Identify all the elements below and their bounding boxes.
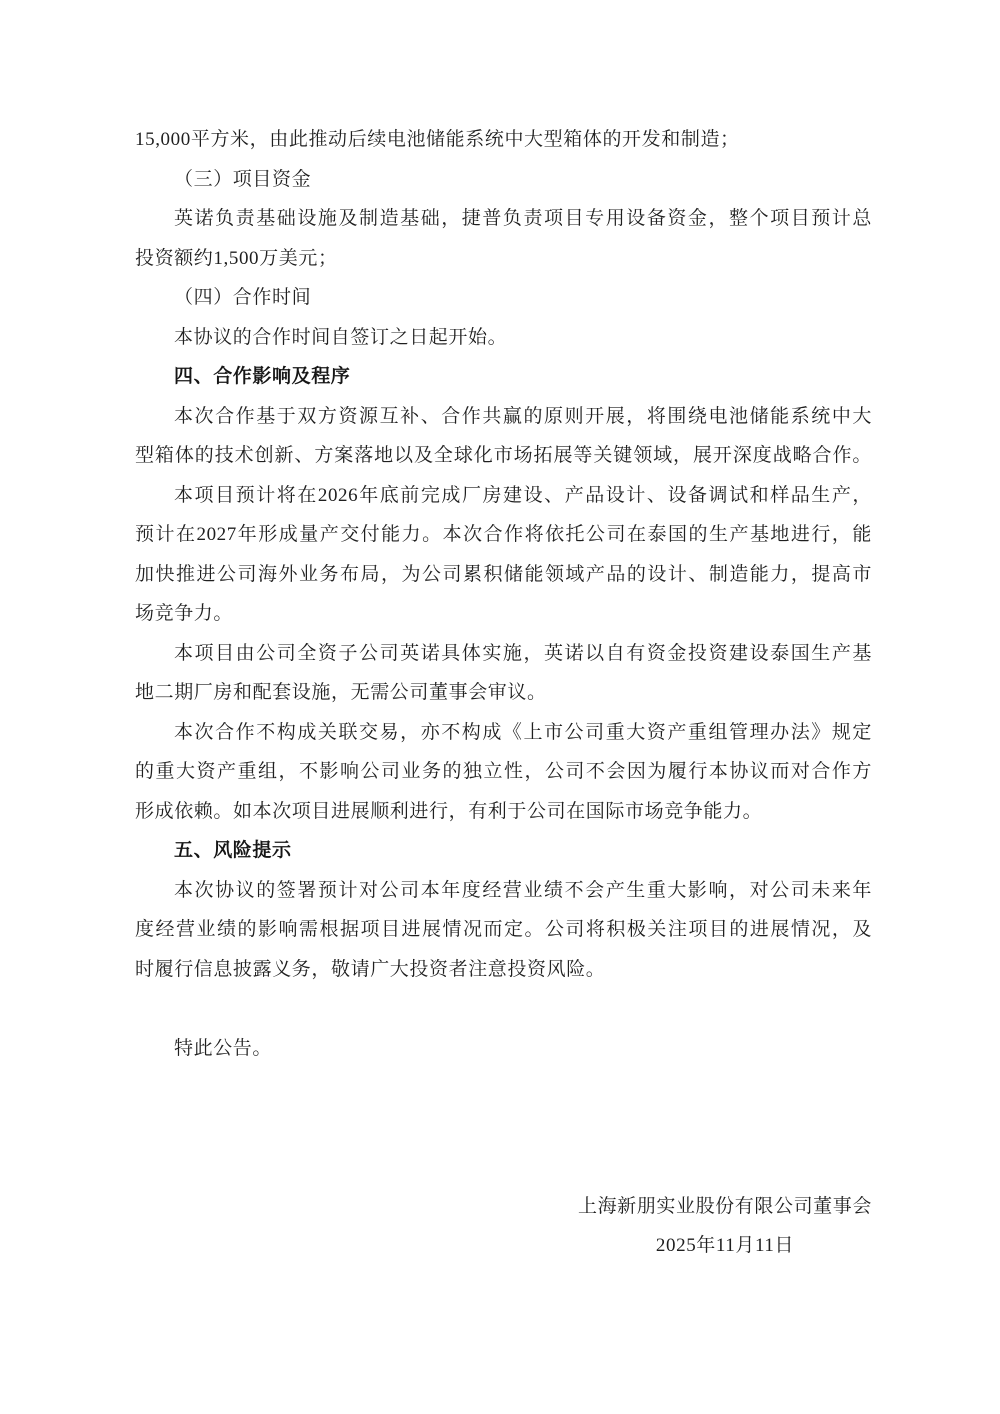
body-line: 投资额约1,500万美元； (135, 247, 338, 269)
closing-statement: 特此公告。 (174, 1038, 273, 1059)
signature-date: 2025年11月11日 (655, 1235, 795, 1256)
body-line: 的重大资产重组，不影响公司业务的独立性，公司不会因为履行本协议而对合作方 (135, 761, 872, 782)
body-line: 英诺负责基础设施及制造基础，捷普负责项目专用设备资金，整个项目预计总 (174, 208, 872, 229)
section-heading-5: 五、风险提示 (174, 840, 292, 861)
signature-block (578, 1187, 872, 1266)
body-line: 加快推进公司海外业务布局，为公司累积储能领域产品的设计、制造能力，提高市 (135, 563, 872, 585)
body-line: 本次合作不构成关联交易，亦不构成《上市公司重大资产重组管理办法》规定 (174, 721, 872, 743)
body-line: 本项目预计将在2026年底前完成厂房建设、产品设计、设备调试和样品生产， (174, 484, 872, 506)
signature-company: 上海新朋实业股份有限公司董事会 (577, 1195, 872, 1217)
body-line: 场竞争力。 (135, 603, 234, 624)
body-line: 本次合作基于双方资源互补、合作共赢的原则开展，将围绕电池储能系统中大 (174, 405, 872, 427)
body-line: 时履行信息披露义务，敬请广大投资者注意投资风险。 (135, 958, 606, 980)
body-line: 本协议的合作时间自签订之日起开始。 (174, 326, 508, 348)
body-line: 型箱体的技术创新、方案落地以及全球化市场拓展等关键领域，展开深度战略合作。 (135, 445, 872, 466)
section-heading-4: 四、合作影响及程序 (174, 366, 351, 387)
body-line: 地二期厂房和配套设施，无需公司董事会审议。 (135, 682, 547, 703)
body-line: 15,000平方米，由此推动后续电池储能系统中大型箱体的开发和制造； (135, 129, 740, 150)
body-line: 本次协议的签署预计对公司本年度经营业绩不会产生重大影响，对公司未来年 (174, 879, 872, 901)
subsection-heading-3: （三）项目资金 (174, 168, 312, 190)
body-line: 预计在2027年形成量产交付能力。本次合作将依托公司在泰国的生产基地进行，能 (135, 524, 872, 545)
subsection-heading-4: （四）合作时间 (174, 287, 312, 308)
body-line: 度经营业绩的影响需根据项目进展情况而定。公司将积极关注项目的进展情况，及 (135, 919, 872, 940)
body-line: 形成依赖。如本次项目进展顺利进行，有利于公司在国际市场竞争能力。 (135, 800, 763, 822)
document-body (135, 120, 872, 1069)
body-line: 本项目由公司全资子公司英诺具体实施，英诺以自有资金投资建设泰国生产基 (174, 642, 872, 664)
